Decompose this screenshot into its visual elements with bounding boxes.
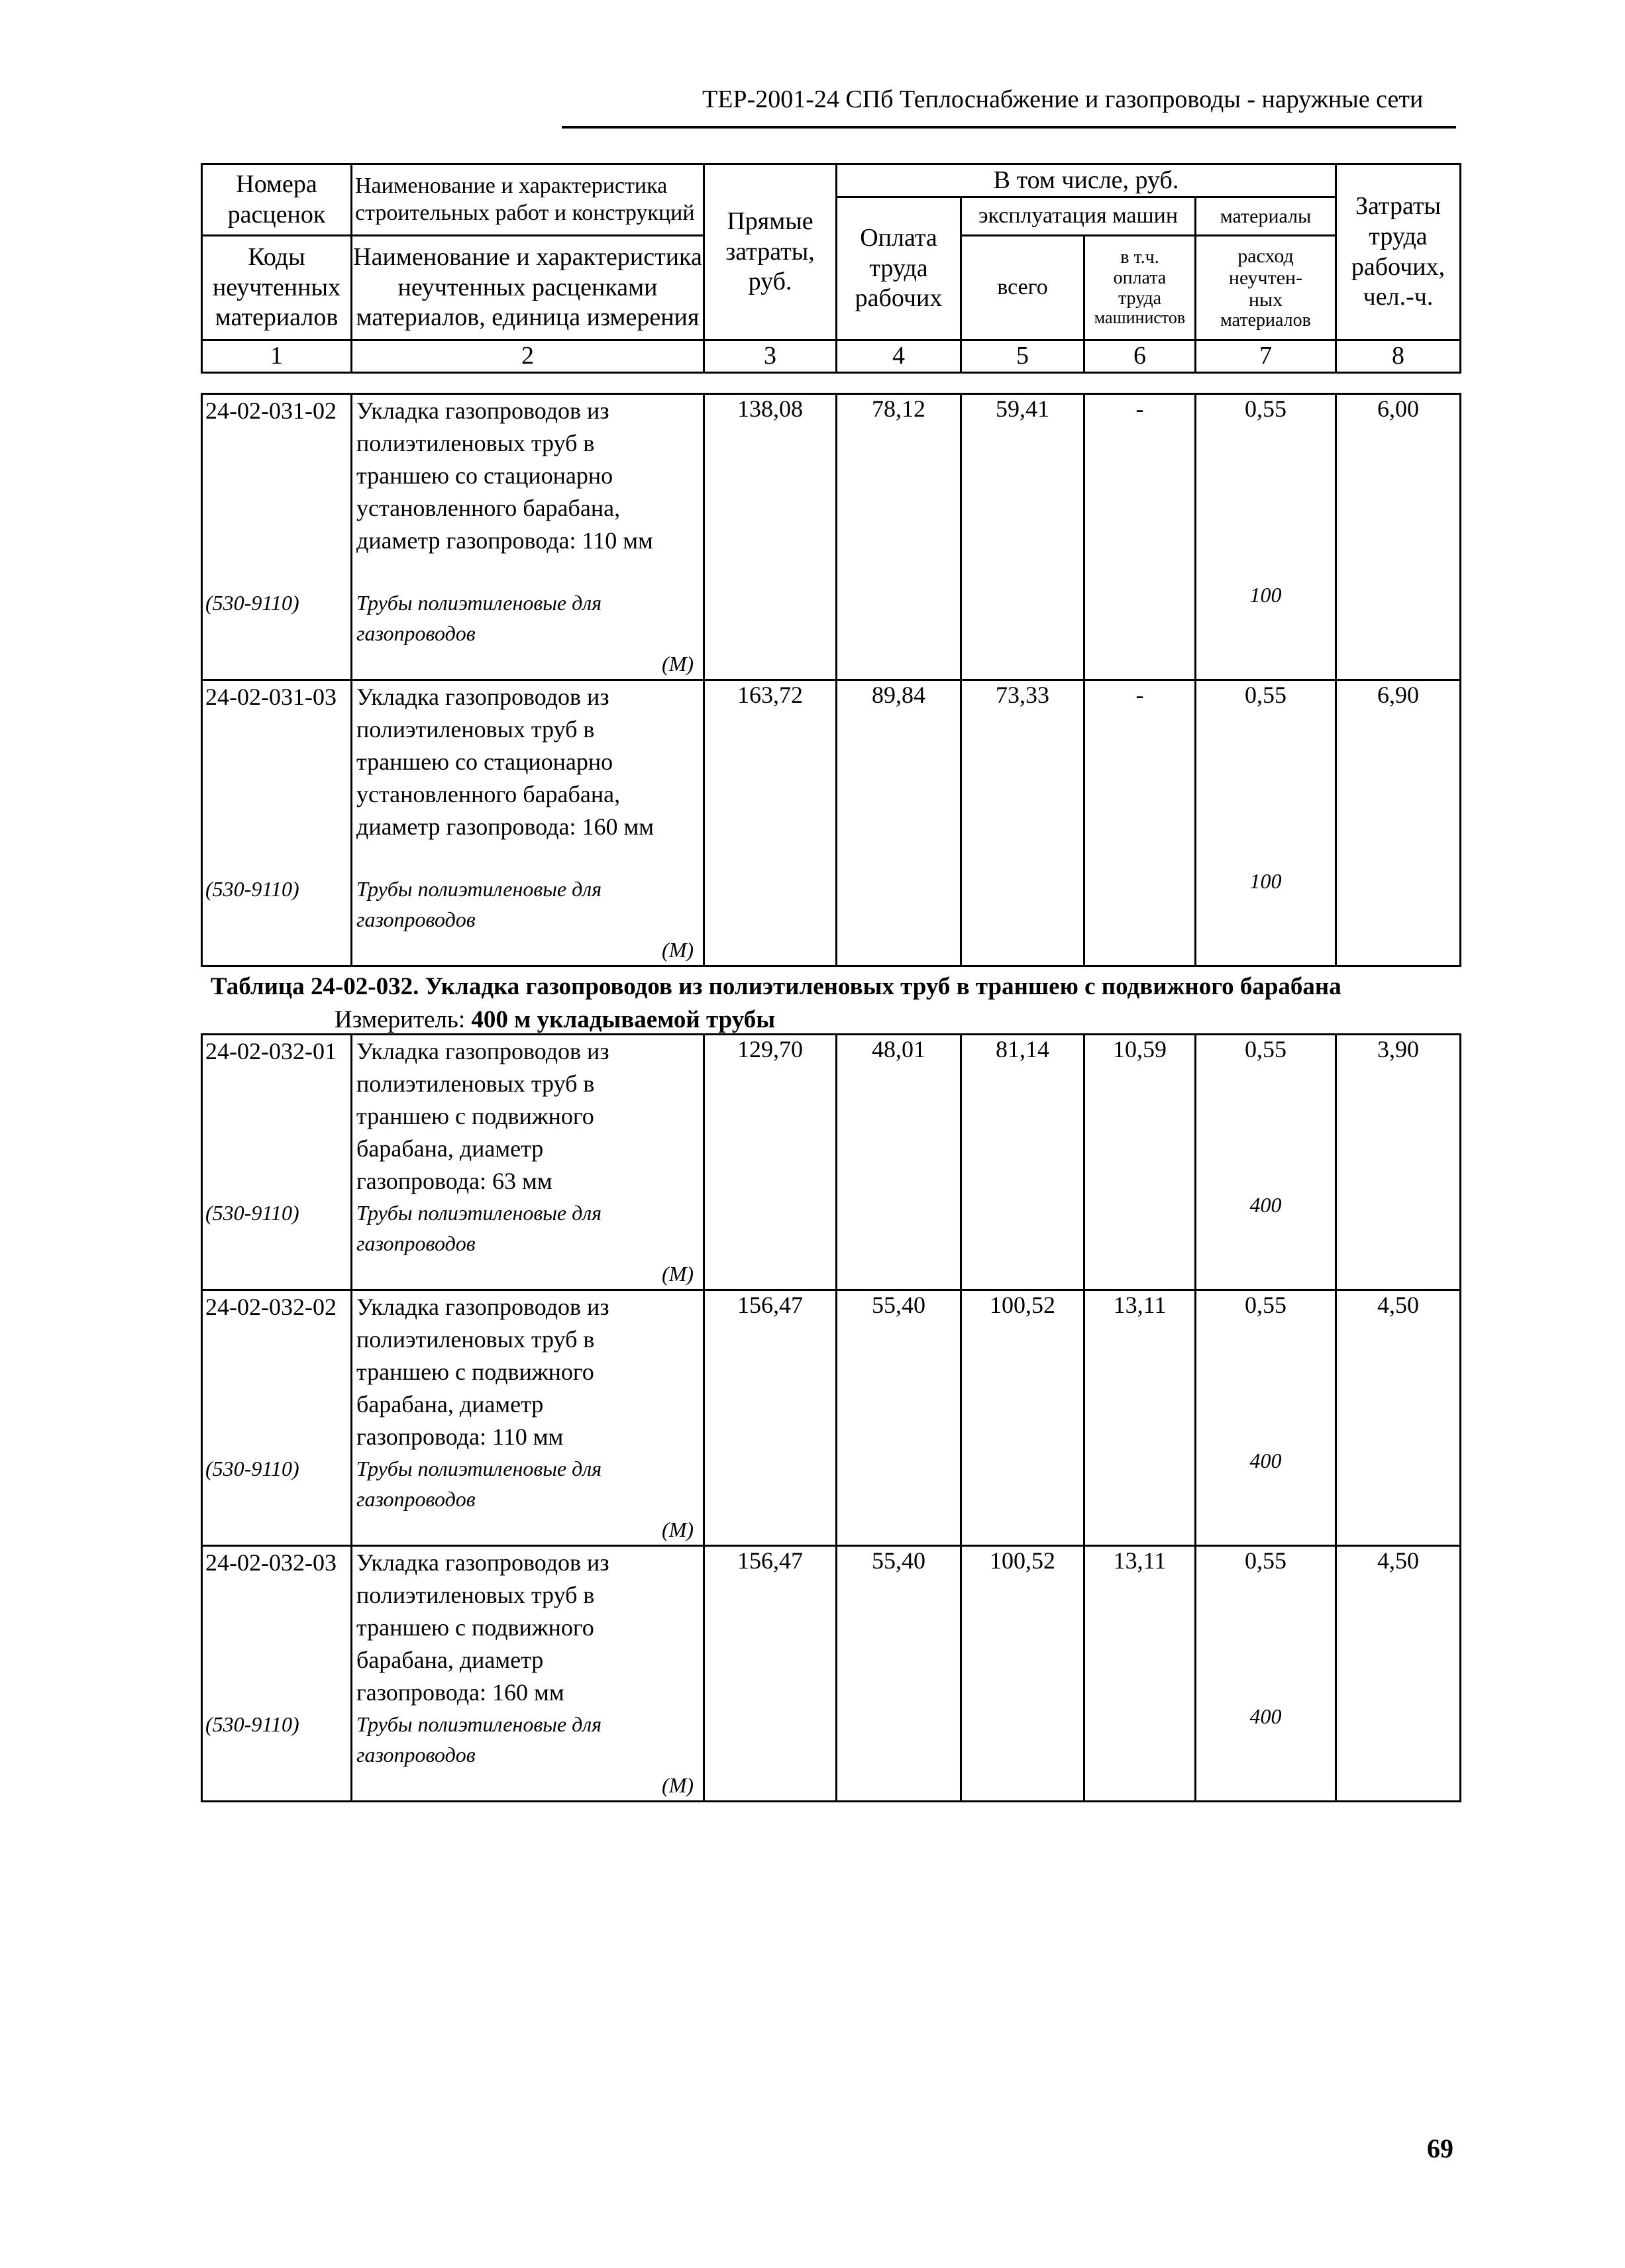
materials-cell — [1196, 1546, 1336, 1802]
material-unit: (М) — [662, 652, 694, 676]
direct-costs: 163,72 — [704, 680, 837, 966]
rate-code-cell — [202, 1035, 352, 1290]
material-name: Трубы полиэтиленовые для — [356, 1201, 602, 1225]
machines-total: 73,33 — [961, 680, 1084, 966]
materials-value: 0,55 — [1245, 1036, 1286, 1062]
rate-code: 24-02-032-01 — [205, 1038, 337, 1064]
rate-code: 24-02-031-02 — [205, 397, 337, 424]
rate-code-cell — [202, 680, 352, 966]
col-number: 7 — [1196, 340, 1336, 373]
material-quantity: 400 — [1249, 1449, 1282, 1472]
material-quantity: 400 — [1249, 1193, 1282, 1217]
header-direct-costs: Прямые затраты, руб. — [704, 164, 837, 340]
direct-costs: 129,70 — [704, 1035, 837, 1290]
labor-pay: 55,40 — [837, 1546, 961, 1802]
operator-pay: - — [1084, 680, 1196, 966]
machines-total: 100,52 — [961, 1546, 1084, 1802]
operator-pay: 13,11 — [1084, 1290, 1196, 1546]
header-unaccounted-codes: Коды неучтенных материалов — [202, 236, 352, 340]
header-work-name: Наименование и характеристика строительных работ и конструкций — [352, 164, 704, 236]
material-quantity: 100 — [1249, 869, 1282, 893]
page-header-title: ТЕР-2001-24 СПб Теплоснабжение и газопроводы - наружные сети — [702, 85, 1424, 113]
materials-value: 0,55 — [1245, 395, 1286, 422]
rates-table-032 — [201, 1033, 1461, 1802]
material-quantity: 100 — [1249, 583, 1282, 607]
header-machines: эксплуатация машин — [961, 197, 1196, 236]
labor-hours: 6,90 — [1336, 680, 1461, 966]
material-code: (530-9110) — [205, 877, 299, 901]
labor-hours: 6,00 — [1336, 394, 1461, 680]
material-code: (530-9110) — [205, 1457, 299, 1480]
header-rule — [562, 126, 1456, 129]
rate-code: 24-02-032-03 — [205, 1549, 337, 1576]
direct-costs: 138,08 — [704, 394, 837, 680]
materials-cell — [1196, 1035, 1336, 1290]
labor-hours: 4,50 — [1336, 1290, 1461, 1546]
rate-code: 24-02-031-03 — [205, 684, 337, 710]
table-row — [202, 1290, 1461, 1546]
material-unit: (М) — [662, 1518, 694, 1541]
materials-value: 0,55 — [1245, 1292, 1286, 1318]
header-labor-costs: Затраты труда рабочих, чел.-ч. — [1336, 164, 1461, 340]
labor-pay: 78,12 — [837, 394, 961, 680]
material-unit: (М) — [662, 1773, 694, 1797]
header-operator-pay: в т.ч. оплата труда машинистов — [1084, 236, 1196, 340]
work-description-cell: Укладка газопроводов из полиэтиленовых труб в траншею с подвижного барабана, диаметр газопровода: 110 мм Трубы полиэтиленовые для газопроводов (М) — [352, 1290, 704, 1546]
col-number: 6 — [1084, 340, 1196, 373]
material-quantity: 400 — [1249, 1704, 1282, 1728]
header-machines-total: всего — [961, 236, 1084, 340]
material-code: (530-9110) — [205, 591, 299, 615]
operator-pay: - — [1084, 394, 1196, 680]
col-number: 8 — [1336, 340, 1461, 373]
work-description-cell: Укладка газопроводов из полиэтиленовых труб в траншею с подвижного барабана, диаметр газопровода: 63 мм Трубы полиэтиленовые для газопроводов (М) — [352, 1035, 704, 1290]
col-number: 2 — [352, 340, 704, 373]
material-name: Трубы полиэтиленовые для — [356, 591, 602, 615]
material-unit: (М) — [662, 1262, 694, 1286]
meter-label: Измеритель: — [335, 1006, 466, 1033]
table-row — [202, 394, 1461, 680]
header-labor-pay: Оплата труда рабочих — [837, 197, 961, 340]
materials-cell — [1196, 680, 1336, 966]
table-row — [202, 680, 1461, 966]
col-number: 1 — [202, 340, 352, 373]
work-description-cell: Укладка газопроводов из полиэтиленовых труб в траншею с подвижного барабана, диаметр газопровода: 160 мм Трубы полиэтиленовые для газопроводов (М) — [352, 1546, 704, 1802]
meter-value: 400 м укладываемой трубы — [471, 1006, 776, 1033]
labor-pay: 48,01 — [837, 1035, 961, 1290]
material-code: (530-9110) — [205, 1712, 299, 1736]
col-number: 4 — [837, 340, 961, 373]
work-description-cell: Укладка газопроводов из полиэтиленовых труб в траншею со стационарно установленного барабана, диаметр газопровода: 110 мм Трубы полиэтиленовые для газопроводов (М) — [352, 394, 704, 680]
rate-code-cell — [202, 1546, 352, 1802]
operator-pay: 10,59 — [1084, 1035, 1196, 1290]
direct-costs: 156,47 — [704, 1290, 837, 1546]
operator-pay: 13,11 — [1084, 1546, 1196, 1802]
measurement-unit — [335, 1005, 775, 1034]
work-description-cell: Укладка газопроводов из полиэтиленовых труб в траншею со стационарно установленного барабана, диаметр газопровода: 160 мм Трубы полиэтиленовые для газопроводов (М) — [352, 680, 704, 966]
table-row — [202, 1546, 1461, 1802]
materials-cell — [1196, 394, 1336, 680]
machines-total: 81,14 — [961, 1035, 1084, 1290]
material-name: Трубы полиэтиленовые для — [356, 877, 602, 901]
header-including: В том числе, руб. — [837, 164, 1336, 197]
labor-hours: 3,90 — [1336, 1035, 1461, 1290]
header-material-consumption: расход неучтен- ных материалов — [1196, 236, 1336, 340]
header-rate-numbers: Номера расценок — [202, 164, 352, 236]
machines-total: 59,41 — [961, 394, 1084, 680]
table-header — [201, 163, 1461, 374]
header-unaccounted-materials: Наименование и характеристика неучтенных расценками материалов, единица измерения — [352, 236, 704, 340]
machines-total: 100,52 — [961, 1290, 1084, 1546]
material-code: (530-9110) — [205, 1201, 299, 1225]
table-title: Таблица 24-02-032. Укладка газопроводов из полиэтиленовых труб в траншею с подвижного барабана — [211, 973, 1341, 1000]
materials-cell — [1196, 1290, 1336, 1546]
direct-costs: 156,47 — [704, 1546, 837, 1802]
materials-value: 0,55 — [1245, 1547, 1286, 1574]
rates-table-031 — [201, 393, 1461, 967]
col-number: 3 — [704, 340, 837, 373]
rate-code-cell — [202, 394, 352, 680]
materials-value: 0,55 — [1245, 682, 1286, 708]
rate-code-cell — [202, 1290, 352, 1546]
material-unit: (М) — [662, 938, 694, 962]
material-name: Трубы полиэтиленовые для — [356, 1457, 602, 1480]
table-row — [202, 1035, 1461, 1290]
page-number: 69 — [1427, 2134, 1453, 2163]
labor-hours: 4,50 — [1336, 1546, 1461, 1802]
header-materials: материалы — [1196, 197, 1336, 236]
material-name: Трубы полиэтиленовые для — [356, 1712, 602, 1736]
labor-pay: 89,84 — [837, 680, 961, 966]
labor-pay: 55,40 — [837, 1290, 961, 1546]
header-column-numbers — [202, 340, 1461, 373]
rate-code: 24-02-032-02 — [205, 1294, 337, 1320]
col-number: 5 — [961, 340, 1084, 373]
